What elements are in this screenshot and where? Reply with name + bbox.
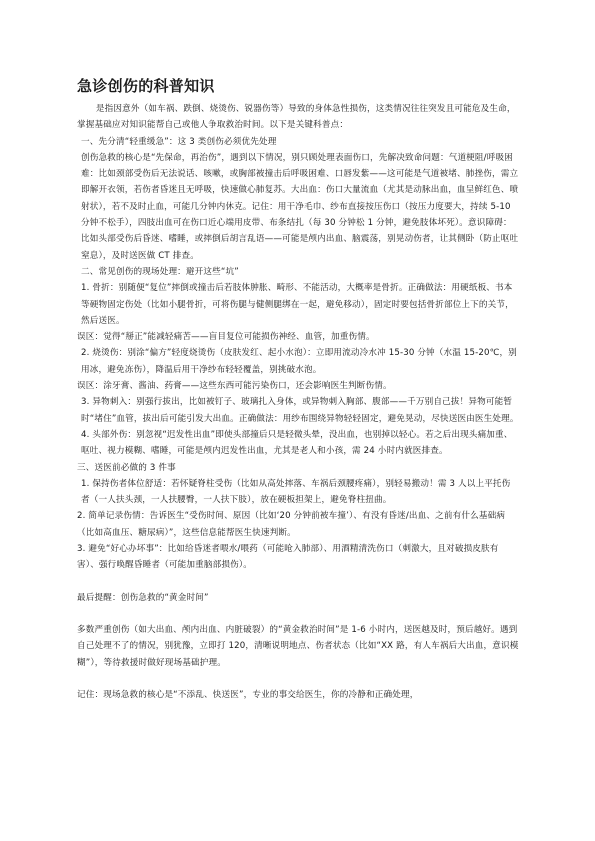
avoid-paragraph: 3. 避免“好心办坏事”：比如给昏迷者喂水/喂药（可能呛入肺部）、用酒精清洗伤口（刺激大，且对破损皮肤有害）、强行唤醒昏睡者（可能加重脑部损伤）。 xyxy=(77,544,499,571)
fracture-paragraph: 1. 骨折：别随便“复位”摔倒或撞击后若肢体肿胀、畸形、不能活动，大概率是骨折。正确做法：用硬纸板、书本等硬物固定伤处（比如小腿骨折，可将伤腿与健侧腿绑在一起，避免移动），固定时要包括骨折部位上下的关节，然后送医。 xyxy=(81,283,514,326)
section-heading-2: 二、常见创伤的现场处理：避开这些“坑” xyxy=(81,266,239,277)
posture-paragraph: 1. 保持伤者体位舒适：若怀疑脊柱受伤（比如从高处摔落、车祸后颈腰疼痛），别轻易搬动！需 3 人以上平托伤者（一人扶头颈，一人扶腰臀，一人扶下肢），放在硬板担架上，避免脊柱扭曲。 xyxy=(81,478,511,506)
page-title: 急诊创伤的科普知识 xyxy=(77,77,215,95)
section-heading-1: 一、先分清“轻重缓急”：这 3 类创伤必须优先处理 xyxy=(81,136,277,147)
priority-paragraph: 创伤急救的核心是“先保命，再治伤”，遇到以下情况，别只顾处理表面伤口，先解决致命问题：气道梗阻/呼吸困难：比如颈部受伤后无法说话、咳嗽，或胸部被撞击后呼吸困难、口唇发紫——这可能是气道被堵、肺挫伤，需立即解开衣领，若伤者昏迷且无呼吸，快速做心肺复苏。大出血：伤口大量流血（尤其是动脉出血，血呈鲜红色、喷射状），若不及时止血，可能几分钟内休克。记住：用干净毛巾、纱布直接按压伤口（按压力度要大，持续 5-10 分钟不松手），四肢出血可在伤口近心端用皮带、布条结扎（每 30 分钟松 1 分钟，避免肢体坏死）。意识障碍：比如头部受伤后昏迷、嗜睡，或摔倒后胡言乱语——可能是颅内出血、脑震荡，别晃动伤者，让其侧卧（防止呕吐窒息），及时送医做 CT 排查。 xyxy=(81,152,519,261)
golden-time-paragraph: 多数严重创伤（如大出血、颅内出血、内脏破裂）的“黄金救治时间”是 1-6 小时内，送医越及时，预后越好。遇到自己处理不了的情况，别犹豫，立即打 120，清晰说明地点、伤者状态（比如“XX 路，有人车祸后大出血，意识模糊”），等待救援时做好现场基础护理。 xyxy=(77,624,519,668)
burn-myth: 误区：涂牙膏、酱油、药膏——这些东西可能污染伤口，还会影响医生判断伤情。 xyxy=(77,381,392,392)
closing-paragraph: 记住：现场急救的核心是“不添乱、快送医”，专业的事交给医生，你的冷静和正确处理， xyxy=(77,689,419,700)
intro-paragraph: 是指因意外（如车祸、跌倒、烧烫伤、锐器伤等）导致的身体急性损伤，这类情况往往突发且可能危及生命，掌握基础应对知识能帮自己或他人争取救治时间。以下是关键科普点： xyxy=(77,104,516,131)
foreign-object-paragraph: 3. 异物刺入：别强行拔出，比如被钉子、玻璃扎入身体，或异物刺入胸部、腹部——千万别自己拔！异物可能暂时“堵住”血管，拔出后可能引发大出血。正确做法：用纱布围绕异物轻轻固定，避免晃动，尽快送医由医生处理。 xyxy=(81,397,519,424)
record-paragraph: 2. 简单记录伤情：告诉医生“受伤时间、原因（比如‘20 分钟前被车撞’）、有没有昏迷/出血、之前有什么基础病（比如高血压、糖尿病）”，这些信息能帮医生快速判断。 xyxy=(77,511,506,538)
burn-paragraph: 2. 烧烫伤：别涂“偏方”轻度烧烫伤（皮肤发红、起小水泡）：立即用流动冷水冲 15-30 分钟（水温 15-20℃，别用冰，避免冻伤），降温后用干净纱布轻轻覆盖，别挑破水泡。 xyxy=(81,348,517,375)
section-heading-3: 三、送医前必做的 3 件事 xyxy=(77,462,176,473)
fracture-myth: 误区：觉得“掰正”能减轻痛苦——盲目复位可能损伤神经、血管，加重伤情。 xyxy=(77,332,375,343)
final-reminder-heading: 最后提醒：创伤急救的“黄金时间” xyxy=(77,592,209,603)
head-injury-paragraph: 4. 头部外伤：别忽视“迟发性出血”即使头部撞后只是轻微头晕，没出血，也别掉以轻心。若之后出现头痛加重、呕吐、视力模糊、嗜睡，可能是颅内迟发性出血，尤其是老人和小孩，需 24 小时内就医排查。 xyxy=(81,429,513,457)
